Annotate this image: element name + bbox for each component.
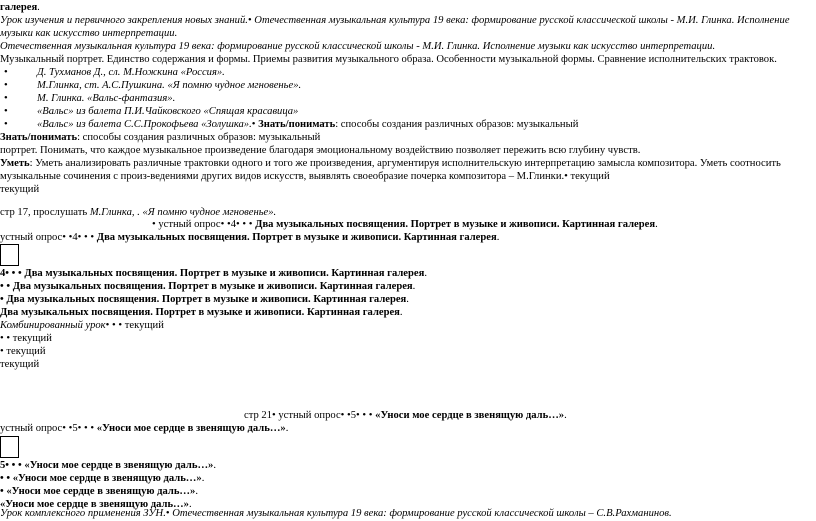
text: М.Глинка, . «Я помню чудное мгновенье».: [89, 207, 277, 218]
text: Отечественная музыкальная культура 19 века: формирование русской классической школы – С.В.Рахманинов.: [169, 508, 672, 519]
lesson-header: [0, 15, 812, 41]
text: : способы создания различных образов: музыкальный: [77, 132, 321, 143]
gallery-line: [0, 268, 427, 281]
bullet-icon: •: [118, 320, 123, 331]
text: галерея: [0, 2, 38, 13]
bullet-icon: •: [272, 410, 276, 421]
bullet-icon: •: [227, 219, 231, 230]
text: текущий: [122, 320, 164, 331]
empty-table-cell: [0, 436, 19, 458]
bullet-icon: •: [4, 80, 8, 91]
gallery-line: [0, 307, 403, 320]
text: Знать/понимать: [0, 132, 78, 143]
bullet-icon: •: [340, 410, 345, 421]
bullet-icon: •: [0, 346, 4, 357]
text: устный опрос: [158, 219, 221, 230]
bullet-icon: •: [84, 423, 88, 434]
homework-page17: [0, 207, 276, 220]
oral-quiz-line: [152, 219, 658, 232]
song-line: [0, 473, 204, 486]
text: .: [655, 219, 658, 230]
bullet-icon: •: [5, 268, 10, 279]
text: .: [424, 268, 427, 279]
text: : Уметь анализировать различные трактовки одного и того же произведения, аргументируя исполнительскую интерпретацию замысла композитора. Уметь соотносить музыкальные сочинения с произ-ведениями других видов искусств, выявлять своеобразие почерка композитора – М.Глинки.: [0, 158, 781, 182]
bullet-icon: •: [77, 232, 82, 243]
bullet-icon: •: [18, 268, 22, 279]
bullet-icon: •: [5, 460, 10, 471]
bullet-icon: •: [0, 333, 4, 344]
text: 5: [350, 410, 357, 421]
list-item: [0, 106, 812, 119]
song-line: [0, 486, 198, 499]
text: .: [37, 2, 40, 13]
status-text: текущий: [0, 184, 40, 195]
list-item: [0, 93, 812, 106]
portrait-line: портрет. Понимать, что каждое музыкальное произведение благодаря эмоциональному воздействию позволяет пережить всю глубину чувств.: [0, 145, 641, 156]
list-item: [0, 80, 812, 93]
bullet-icon: •: [251, 119, 256, 130]
homework-page21: [244, 410, 567, 423]
text: устный опрос: [0, 232, 63, 243]
text: Два музыкальных посвящения. Портрет в музыке и живописи. Картинная галерея: [0, 307, 400, 318]
text: Два музыкальных посвящения. Портрет в музыке и живописи. Картинная галерея: [255, 219, 656, 230]
text: Комбинированный урок: [0, 320, 106, 331]
bullet-icon: •: [564, 170, 568, 182]
text: «Вальс» из балета П.И.Чайковского «Спящая красавица»: [37, 106, 299, 117]
empty-table-cell: [0, 244, 19, 266]
bullet-icon: •: [6, 333, 11, 344]
bullet-icon: •: [11, 268, 16, 279]
bullet-icon: •: [18, 460, 22, 471]
know-line: [0, 132, 320, 145]
bullet-icon: •: [105, 320, 110, 331]
text: 5: [72, 423, 78, 434]
text: 5: [0, 460, 6, 471]
text: М. Глинка. «Вальс-фантазия».: [37, 93, 176, 104]
bullet-icon: •: [77, 423, 82, 434]
bullet-icon: •: [236, 219, 240, 230]
text: 4: [230, 219, 237, 230]
bullet-icon: •: [248, 219, 253, 230]
bullet-icon: •: [62, 423, 66, 434]
bullet-icon: •: [84, 232, 88, 243]
text: .: [285, 423, 289, 434]
text: устный опрос: [275, 410, 341, 421]
text: .: [412, 281, 416, 292]
text: .: [188, 499, 192, 510]
text: Знать/понимать: [255, 119, 336, 130]
text: 4: [72, 232, 78, 243]
lesson-content: Музыкальный портрет. Единство содержания и формы. Приемы развития музыкального образа. Особенности музыкальной формы. Сравнение исполнительских трактовок.: [0, 54, 777, 65]
bullet-icon: •: [347, 410, 351, 421]
line-gallery-end: [0, 2, 40, 15]
text: .: [213, 460, 217, 471]
text: Отечественная музыкальная культура 19 века: формирование русской классической школы - М.И. Глинка. Исполнение музыки как искусство интерпретации.: [0, 15, 790, 39]
bullet-icon: •: [368, 410, 373, 421]
oral-quiz-line: [0, 232, 499, 245]
combined-lesson-line: [0, 320, 164, 333]
text: Два музыкальных посвящения. Портрет в музыке и живописи. Картинная галерея: [6, 294, 407, 305]
text: .: [406, 294, 409, 305]
bullet-icon: •: [152, 219, 156, 230]
bullet-icon: •: [4, 93, 8, 104]
text: «Уноси мое сердце в звенящую даль…»: [12, 473, 202, 484]
bullet-icon: •: [6, 281, 11, 292]
status-line: [0, 333, 52, 346]
bullet-icon: •: [362, 410, 367, 421]
status-text: текущий: [0, 359, 40, 370]
bullet-icon: •: [11, 460, 16, 471]
bullet-icon: •: [165, 508, 170, 519]
text: «Уноси мое сердце в звенящую даль…»: [6, 486, 196, 497]
text: текущий: [567, 170, 610, 182]
bullet-icon: •: [0, 473, 4, 484]
text: .: [399, 307, 403, 318]
bullet-icon: •: [68, 423, 73, 434]
lesson-footer: [0, 508, 672, 521]
text: Д. Тухманов Д., сл. М.Ножкина «Россия».: [37, 67, 225, 78]
list-item: [0, 119, 812, 132]
text: Урок изучения и первичного закрепления новых знаний.: [0, 15, 248, 26]
text: Два музыкальных посвящения. Портрет в музыке и живописи. Картинная галерея: [96, 232, 497, 243]
bullet-icon: •: [0, 294, 4, 305]
text: : способы создания различных образов: музыкальный: [335, 119, 579, 130]
text: .: [496, 232, 500, 243]
song-line: [0, 460, 216, 473]
text: устный опрос: [0, 423, 63, 434]
bullet-icon: •: [247, 15, 252, 26]
text: Два музыкальных посвящения. Портрет в музыке и живописи. Картинная галерея: [12, 281, 413, 292]
gallery-line: [0, 281, 415, 294]
text: «Уноси мое сердце в звенящую даль…»: [24, 460, 214, 471]
text: .: [564, 410, 567, 421]
lesson-topic: Отечественная музыкальная культура 19 века: формирование русской классической школы - М.И. Глинка. Исполнение музыки как искусство интерпретации.: [0, 41, 716, 52]
bullet-icon: •: [0, 486, 4, 497]
text: 4: [0, 268, 6, 279]
text: «Уноси мое сердце в звенящую даль…»: [96, 423, 286, 434]
text: «Уноси мое сердце в звенящую даль…»: [375, 410, 565, 421]
text: М.Глинка, ст. А.С.Пушкина. «Я помню чудное мгновенье».: [37, 80, 302, 91]
bullet-icon: •: [90, 423, 95, 434]
bullet-icon: •: [242, 219, 247, 230]
list-item: [0, 67, 812, 80]
skills-line: [0, 158, 812, 184]
text: «Вальс» из балета С.С.Прокофьева «Золушка».: [37, 119, 252, 130]
text: Уметь: [0, 158, 30, 169]
bullet-icon: •: [90, 232, 95, 243]
text: .: [201, 473, 205, 484]
bullet-icon: •: [0, 281, 4, 292]
bullet-icon: •: [68, 232, 73, 243]
text: «Уноси мое сердце в звенящую даль…»: [0, 499, 189, 510]
bullet-icon: •: [356, 410, 360, 421]
bullet-icon: •: [4, 106, 8, 117]
status-line: [0, 346, 46, 359]
text: Два музыкальных посвящения. Портрет в музыке и живописи. Картинная галерея: [24, 268, 425, 279]
bullet-icon: •: [112, 320, 116, 331]
text: .: [195, 486, 198, 497]
oral-quiz-line: [0, 423, 288, 436]
bullet-icon: •: [4, 119, 8, 130]
text: Урок комплексного применения ЗУН.: [0, 508, 166, 519]
bullet-icon: •: [220, 219, 225, 230]
bullet-icon: •: [4, 67, 8, 78]
text: текущий: [3, 346, 46, 357]
text: стр 17, прослушать: [0, 207, 90, 218]
text: стр 21: [244, 410, 273, 421]
bullet-icon: •: [6, 473, 11, 484]
text: текущий: [10, 333, 52, 344]
bullet-icon: •: [62, 232, 66, 243]
gallery-line: [0, 294, 409, 307]
